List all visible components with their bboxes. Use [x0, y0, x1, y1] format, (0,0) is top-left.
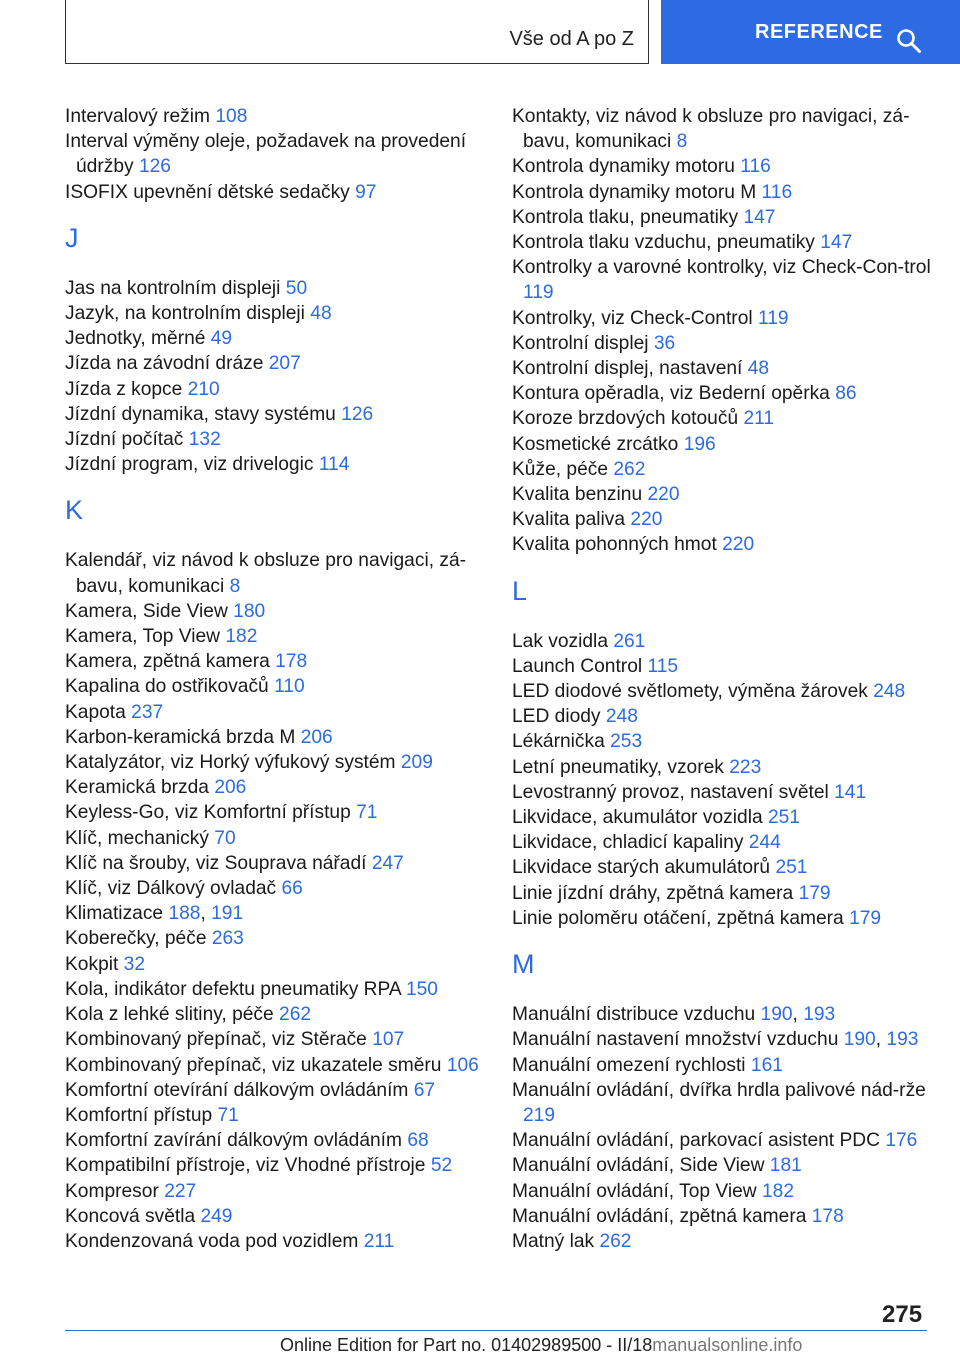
- index-entry: [65, 851, 485, 876]
- reference-tab-label: REFERENCE: [755, 20, 883, 43]
- page-reference-link[interactable]: 206: [214, 777, 247, 799]
- index-term: Kapalina do ostřikovačů: [65, 676, 269, 698]
- index-term: Manuální ovládání, Top View: [512, 1180, 757, 1202]
- page-reference-link[interactable]: 8: [229, 575, 241, 597]
- index-term: Katalyzátor, viz Horký výfukový systém: [65, 752, 396, 774]
- index-entry: [65, 599, 485, 624]
- page-reference-link[interactable]: 52: [430, 1155, 453, 1177]
- index-entry: [512, 704, 932, 729]
- index-term: Keramická brzda: [65, 777, 209, 799]
- index-entry: [65, 624, 485, 649]
- index-entry: [512, 729, 932, 754]
- index-term: Kontrola tlaku vzduchu, pneumatiky: [512, 232, 815, 254]
- page-reference-link[interactable]: 114: [318, 454, 350, 476]
- index-entry: [65, 1002, 485, 1027]
- index-entry: [512, 780, 932, 805]
- index-entry: [512, 906, 932, 931]
- index-term: Kamera, Top View: [65, 626, 221, 648]
- page-reference-link[interactable]: 190: [843, 1029, 876, 1051]
- page-reference-link[interactable]: 251: [767, 807, 800, 829]
- page-reference-link[interactable]: 36: [653, 332, 676, 354]
- index-term: LED diodové světlomety, výměna žárovek: [512, 681, 868, 703]
- index-term: Levostranný provoz, nastavení světel: [512, 781, 829, 803]
- page-reference-link[interactable]: 191: [211, 903, 244, 925]
- index-term: Matný lak: [512, 1230, 595, 1252]
- index-entry: Klimatizace 188, 191: [65, 903, 244, 925]
- footer: [280, 1335, 802, 1356]
- index-term: Kontrola tlaku, pneumatiky: [512, 206, 739, 228]
- index-entry: [512, 1053, 932, 1078]
- index-entry: [512, 805, 932, 830]
- index-entry: [512, 205, 932, 230]
- index-entry: [512, 1078, 932, 1128]
- page-reference-link[interactable]: 219: [523, 1104, 556, 1126]
- page-reference-link[interactable]: 206: [300, 726, 333, 748]
- index-term: Kondenzovaná voda pod vozidlem: [65, 1230, 359, 1252]
- footer-watermark: manualsonline.info: [652, 1335, 803, 1355]
- index-column-left: [65, 104, 485, 1254]
- index-entry: [512, 306, 932, 331]
- page-reference-link[interactable]: 220: [630, 509, 663, 531]
- index-entry: [512, 855, 932, 880]
- index-entry: [65, 1103, 485, 1128]
- index-term: Kontrola dynamiky motoru M: [512, 181, 757, 203]
- page-reference-link[interactable]: 263: [211, 928, 244, 950]
- index-term: Kontura opěradla, viz Bederní opěrka: [512, 383, 830, 405]
- index-term: Kontrolní displej: [512, 332, 649, 354]
- page-reference-link[interactable]: 220: [722, 534, 755, 556]
- page-reference-link[interactable]: 150: [405, 978, 438, 1000]
- search-icon[interactable]: [896, 28, 922, 54]
- index-term: Kontrolky, viz Check-Control: [512, 307, 753, 329]
- index-entry: [65, 1053, 485, 1078]
- index-term: Kola z lehké slitiny, péče: [65, 1004, 274, 1026]
- page-reference-link[interactable]: 262: [613, 458, 646, 480]
- page-reference-link[interactable]: 66: [281, 878, 303, 900]
- index-entry: [65, 1153, 485, 1178]
- page-reference-link[interactable]: 147: [820, 232, 853, 254]
- index-entry: [65, 826, 485, 851]
- index-entry: [65, 725, 485, 750]
- index-entry: [65, 750, 485, 775]
- page-reference-link[interactable]: 71: [356, 802, 378, 824]
- index-entry: [65, 326, 485, 351]
- index-term: Kombinovaný přepínač, viz Stěrače: [65, 1029, 367, 1051]
- index-entry: [65, 800, 485, 825]
- index-term: Intervalový režim: [65, 106, 211, 127]
- index-entry: [65, 548, 485, 598]
- index-term: Jízdní dynamika, stavy systému: [65, 403, 336, 425]
- index-entry: [512, 482, 932, 507]
- page-reference-link[interactable]: 262: [279, 1004, 312, 1026]
- index-term: Kvalita paliva: [512, 509, 626, 531]
- page-reference-link[interactable]: 97: [355, 181, 377, 203]
- page-reference-link[interactable]: 48: [310, 303, 332, 325]
- index-entry: [512, 629, 932, 654]
- index-term: Manuální ovládání, zpětná kamera: [512, 1205, 807, 1227]
- index-term: Kvalita pohonných hmot: [512, 534, 717, 556]
- index-entry: [65, 402, 485, 427]
- index-term: Manuální ovládání, dvířka hrdla palivové nád-rže: [512, 1079, 926, 1101]
- page-reference-link[interactable]: 179: [798, 882, 831, 904]
- index-term: Likvidace, akumulátor vozidla: [512, 807, 763, 829]
- page-reference-link[interactable]: 50: [285, 277, 308, 299]
- index-entry: [65, 876, 485, 901]
- page-reference-link[interactable]: 49: [210, 328, 233, 350]
- index-term: Linie poloměru otáčení, zpětná kamera: [512, 907, 844, 929]
- index-term: Koroze brzdových kotoučů: [512, 408, 739, 430]
- index-term: Jízdní program, viz drivelogic: [65, 454, 314, 476]
- index-entry: [65, 674, 485, 699]
- index-term: Kamera, Side View: [65, 600, 228, 622]
- index-term: Kontrolní displej, nastavení: [512, 358, 743, 380]
- index-term: Komfortní otevírání dálkovým ovládáním: [65, 1079, 409, 1101]
- index-entry: [65, 129, 485, 179]
- index-entry: [65, 952, 485, 977]
- index-term: Lékárnička: [512, 731, 605, 753]
- index-entry: [512, 1153, 932, 1178]
- index-term: Manuální distribuce vzduchu: [512, 1004, 756, 1026]
- index-entry: [512, 507, 932, 532]
- index-entry: [512, 830, 932, 855]
- index-term: Likvidace, chladicí kapaliny: [512, 832, 744, 854]
- index-entry: [512, 1128, 932, 1153]
- index-letter-heading: M: [512, 949, 535, 980]
- page-reference-link[interactable]: 176: [885, 1130, 918, 1152]
- index-entry: [65, 926, 485, 951]
- index-term: Letní pneumatiky, vzorek: [512, 756, 724, 778]
- index-entry: [512, 679, 932, 704]
- page-reference-link[interactable]: 248: [605, 706, 638, 728]
- index-entry: [512, 1179, 932, 1204]
- page-reference-link[interactable]: 211: [743, 408, 775, 430]
- index-term: Manuální omezení rychlosti: [512, 1054, 746, 1076]
- page-reference-link[interactable]: 180: [233, 600, 266, 622]
- page-reference-link[interactable]: 247: [371, 852, 404, 874]
- page-reference-link[interactable]: 107: [372, 1029, 405, 1051]
- page-reference-link[interactable]: 119: [757, 307, 789, 329]
- index-term: Interval výměny oleje, požadavek na provedení údržby: [65, 131, 467, 178]
- index-entry: [65, 775, 485, 800]
- page-reference-link[interactable]: 147: [743, 206, 776, 228]
- index-entry: [512, 255, 932, 305]
- index-term: LED diody: [512, 706, 601, 728]
- index-term: Manuální nastavení množství vzduchu: [512, 1029, 839, 1051]
- index-term: Jazyk, na kontrolním displeji: [65, 303, 305, 325]
- page-reference-link[interactable]: 141: [834, 781, 867, 803]
- page-reference-link[interactable]: 106: [446, 1054, 479, 1076]
- page-reference-link[interactable]: 119: [523, 282, 554, 304]
- page-reference-link[interactable]: 32: [123, 953, 146, 975]
- index-entry: [65, 649, 485, 674]
- page-reference-link[interactable]: 132: [188, 429, 221, 451]
- index-term: Kapota: [65, 701, 126, 723]
- section-title: Vše od A po Z: [509, 28, 634, 50]
- index-term: Kontakty, viz návod k obsluze pro navigaci, zá-bavu, komunikaci: [512, 106, 910, 153]
- page-reference-link[interactable]: 193: [803, 1004, 836, 1026]
- page-reference-link[interactable]: 67: [413, 1079, 436, 1101]
- page-reference-link[interactable]: 126: [138, 156, 171, 178]
- index-entry: Manuální distribuce vzduchu 190, 193: [512, 1004, 836, 1026]
- index-entry: [512, 104, 932, 154]
- page-reference-link[interactable]: 261: [613, 630, 646, 652]
- index-entry: [65, 452, 485, 477]
- page-reference-link[interactable]: 181: [769, 1155, 802, 1177]
- index-entry: [65, 276, 485, 301]
- index-term: Jízdní počítač: [65, 429, 184, 451]
- index-entry: [65, 1204, 485, 1229]
- index-term: Likvidace starých akumulátorů: [512, 857, 771, 879]
- index-term: Kompatibilní přístroje, viz Vhodné přístroje: [65, 1155, 426, 1177]
- index-entry: [65, 377, 485, 402]
- page-reference-link[interactable]: 248: [873, 681, 906, 703]
- index-term: Lak vozidla: [512, 630, 608, 652]
- page-reference-link[interactable]: 227: [164, 1180, 197, 1202]
- index-entry: [512, 331, 932, 356]
- index-term: Kosmetické zrcátko: [512, 433, 679, 455]
- page-reference-link[interactable]: 211: [363, 1230, 395, 1252]
- index-entry: [512, 406, 932, 431]
- index-entry: [65, 301, 485, 326]
- index-letter-heading: J: [65, 222, 79, 253]
- page-reference-link[interactable]: 193: [886, 1029, 919, 1051]
- index-term: Kvalita benzinu: [512, 484, 643, 506]
- page-reference-link[interactable]: 161: [750, 1054, 783, 1076]
- index-entry: [65, 1027, 485, 1052]
- page-reference-link[interactable]: 71: [217, 1104, 239, 1126]
- index-entry: [65, 180, 485, 205]
- page-reference-link[interactable]: 178: [811, 1205, 844, 1227]
- index-term: Jednotky, měrné: [65, 328, 206, 350]
- index-term: Komfortní zavírání dálkovým ovládáním: [65, 1130, 402, 1152]
- index-term: Linie jízdní dráhy, zpětná kamera: [512, 882, 794, 904]
- index-term: Keyless-Go, viz Komfortní přístup: [65, 802, 351, 824]
- index-letter-heading: L: [512, 575, 528, 606]
- index-term: Koncová světla: [65, 1205, 196, 1227]
- index-entry: [512, 432, 932, 457]
- page-reference-link[interactable]: 8: [676, 131, 688, 153]
- index-term: Launch Control: [512, 655, 643, 677]
- index-term: Jízda z kopce: [65, 378, 183, 400]
- index-term: Kamera, zpětná kamera: [65, 651, 270, 673]
- page-reference-link[interactable]: 178: [275, 651, 308, 673]
- index-entry: [65, 700, 485, 725]
- index-term: Klíč, mechanický: [65, 827, 209, 849]
- index-term: Kalendář, viz návod k obsluze pro navigaci, zá-bavu, komunikaci: [65, 550, 467, 597]
- index-entry: [65, 1179, 485, 1204]
- index-term: Kokpit: [65, 953, 119, 975]
- page-reference-link[interactable]: 48: [747, 358, 770, 380]
- page-reference-link[interactable]: 220: [647, 484, 680, 506]
- index-term: Karbon-keramická brzda M: [65, 726, 296, 748]
- page-reference-link[interactable]: 110: [274, 676, 305, 698]
- index-letter-heading: K: [65, 495, 84, 526]
- index-entry: [512, 154, 932, 179]
- page-reference-link[interactable]: 190: [760, 1004, 793, 1026]
- index-term: Jas na kontrolním displeji: [65, 277, 281, 299]
- index-entry: [65, 1078, 485, 1103]
- page-reference-link[interactable]: 182: [761, 1180, 794, 1202]
- index-entry: [512, 230, 932, 255]
- index-term: Koberečky, péče: [65, 928, 207, 950]
- index-term: Kola, indikátor defektu pneumatiky RPA: [65, 978, 401, 1000]
- index-term: Kontrola dynamiky motoru: [512, 156, 735, 178]
- page-reference-link[interactable]: 251: [775, 857, 808, 879]
- page-reference-link[interactable]: 223: [729, 756, 762, 778]
- index-entry: [512, 755, 932, 780]
- page-reference-link[interactable]: 188: [168, 903, 201, 925]
- index-term: Klimatizace: [65, 903, 164, 925]
- index-entry: [512, 1204, 932, 1229]
- index-entry: [512, 881, 932, 906]
- index-term: Kompresor: [65, 1180, 159, 1202]
- page-reference-link[interactable]: 249: [200, 1205, 233, 1227]
- index-column-right: [512, 104, 932, 1254]
- index-entry: [65, 1128, 485, 1153]
- index-term: Klíč, viz Dálkový ovladač: [65, 878, 277, 900]
- page-reference-link[interactable]: 210: [187, 378, 220, 400]
- page-reference-link[interactable]: 108: [215, 106, 248, 127]
- index-term: Klíč na šrouby, viz Souprava nářadí: [65, 852, 367, 874]
- index-term: Komfortní přístup: [65, 1104, 213, 1126]
- page-reference-link[interactable]: 70: [214, 827, 236, 849]
- page-number: 275: [882, 1301, 923, 1328]
- index-entry: [512, 1229, 932, 1254]
- index-term: Jízda na závodní dráze: [65, 353, 264, 375]
- index-entry: [65, 104, 485, 129]
- index-entry: [512, 654, 932, 679]
- index-term: Kombinovaný přepínač, viz ukazatele směru: [65, 1054, 442, 1076]
- index-entry: [65, 1229, 485, 1254]
- page-reference-link[interactable]: 253: [610, 731, 643, 753]
- page-reference-link[interactable]: 207: [268, 353, 301, 375]
- page-reference-link[interactable]: 115: [647, 655, 679, 677]
- page-reference-link[interactable]: 68: [407, 1130, 429, 1152]
- page-reference-link[interactable]: 179: [849, 907, 882, 929]
- page-reference-link[interactable]: 196: [683, 433, 716, 455]
- index-term: Kůže, péče: [512, 458, 609, 480]
- page-reference-link[interactable]: 126: [341, 403, 374, 425]
- page-reference-link[interactable]: 182: [225, 626, 258, 648]
- index-entry: [65, 977, 485, 1002]
- page-reference-link[interactable]: 116: [761, 181, 793, 203]
- footer-edition: Online Edition for Part no. 01402989500 - II/18: [280, 1335, 653, 1355]
- section-title-box: [65, 0, 649, 64]
- page-reference-link[interactable]: 244: [748, 832, 781, 854]
- footer-divider: [65, 1330, 927, 1331]
- index-entry: [512, 381, 932, 406]
- index-term: Manuální ovládání, Side View: [512, 1155, 765, 1177]
- page-header: [0, 0, 960, 66]
- page-reference-link[interactable]: 262: [599, 1230, 632, 1252]
- index-entry: [512, 180, 932, 205]
- index-entry: Manuální nastavení množství vzduchu 190, 193: [512, 1029, 919, 1051]
- index-entry: [65, 427, 485, 452]
- index-entry: [512, 457, 932, 482]
- page-reference-link[interactable]: 237: [131, 701, 164, 723]
- index-entry: [512, 356, 932, 381]
- index-entry: [512, 532, 932, 557]
- index-term: ISOFIX upevnění dětské sedačky: [65, 181, 350, 203]
- page-reference-link[interactable]: 209: [400, 752, 433, 774]
- index-term: Kontrolky a varovné kontrolky, viz Check-Con-trol: [512, 257, 931, 279]
- page-reference-link[interactable]: 116: [740, 156, 771, 178]
- page-reference-link[interactable]: 86: [835, 383, 857, 405]
- index-entry: [65, 351, 485, 376]
- index-term: Manuální ovládání, parkovací asistent PDC: [512, 1130, 880, 1152]
